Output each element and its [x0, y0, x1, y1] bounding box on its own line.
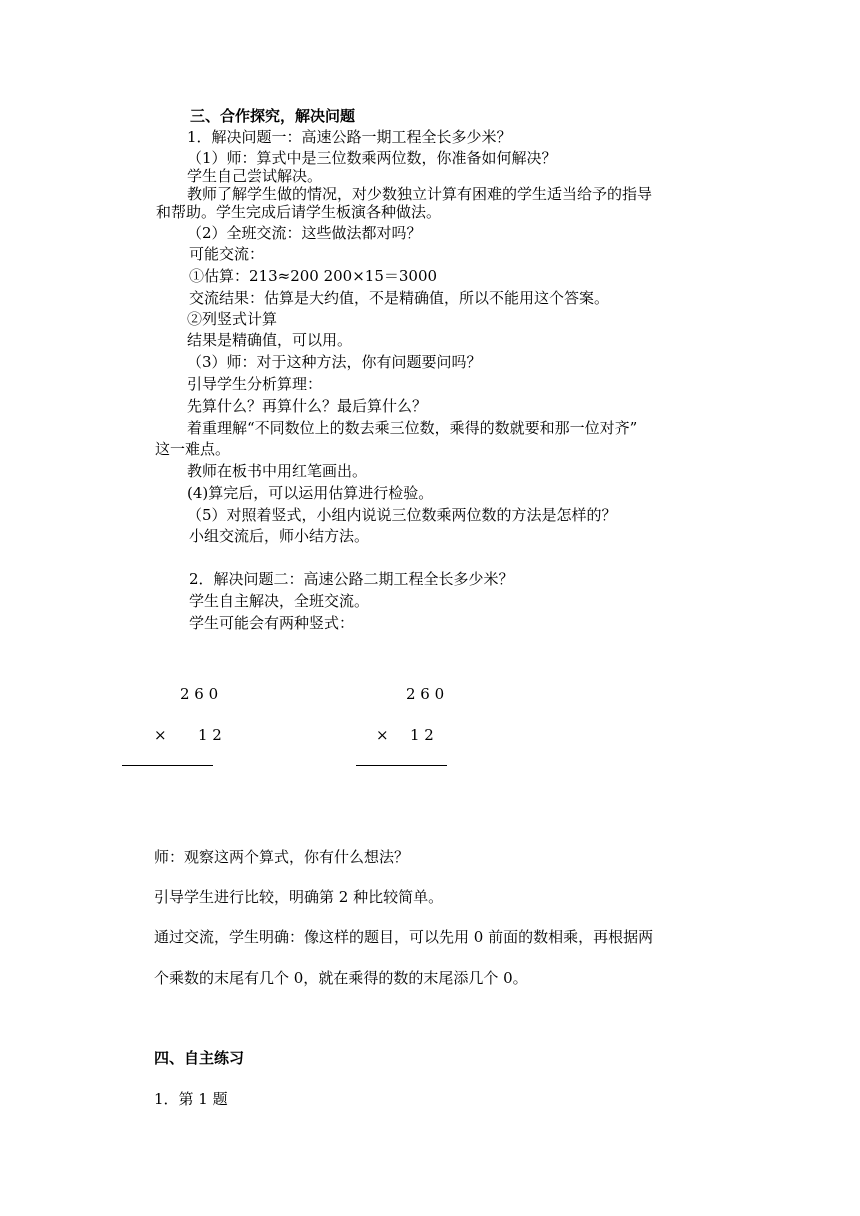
problem1-estimate-result: 交流结果：估算是大约值，不是精确值，所以不能用这个答案。	[189, 289, 610, 307]
problem1-teacher-help-line1: 教师了解学生做的情况，对少数独立计算有困难的学生适当给予的指导	[187, 185, 653, 203]
problem1-step5: （5）对照着竖式，小组内说说三位数乘两位数的方法是怎样的？	[187, 506, 617, 524]
section4-item1: 1．第 1 题	[154, 1090, 228, 1108]
calc2-underline	[356, 765, 447, 766]
calc1-underline	[122, 765, 213, 766]
calc1-multiplicand: 2 6 0	[180, 685, 219, 703]
problem1-step4: (4)算完后，可以运用估算进行检验。	[187, 484, 434, 502]
problem1-title: 1．解决问题一：高速公路一期工程全长多少米？	[187, 128, 512, 146]
conclusion-line1: 通过交流，学生明确：像这样的题目，可以先用 0 前面的数相乘，再根据两	[154, 928, 654, 946]
problem1-teacher-help-line2: 和帮助。学生完成后请学生板演各种做法。	[156, 203, 442, 221]
problem1-vertical-result: 结果是精确值，可以用。	[187, 331, 353, 349]
calc2-multiplicand: 2 6 0	[406, 685, 445, 703]
calc2-multiplier: 1 2	[410, 726, 434, 744]
compare-guide: 引导学生进行比较，明确第 2 种比较简单。	[154, 888, 444, 906]
calc1-multiplier: 1 2	[198, 726, 222, 744]
conclusion-line2: 个乘数的末尾有几个 0，就在乘得的数的末尾添几个 0。	[154, 969, 528, 987]
problem1-guide: 引导学生分析算理：	[187, 375, 323, 393]
problem1-order: 先算什么？再算什么？最后算什么？	[187, 397, 428, 415]
problem1-summary: 小组交流后，师小结方法。	[189, 527, 370, 545]
problem1-focus-line1: 着重理解“不同数位上的数去乘三位数，乘得的数就要和那一位对齐”	[187, 419, 638, 437]
problem2-two-forms: 学生可能会有两种竖式：	[189, 614, 355, 632]
problem1-student-try: 学生自己尝试解决。	[187, 167, 323, 185]
problem2-title: 2．解决问题二：高速公路二期工程全长多少米？	[189, 570, 514, 588]
observe-question: 师：观察这两个算式，你有什么想法？	[154, 848, 410, 866]
problem1-focus-line2: 这一难点。	[155, 440, 231, 458]
problem1-possible: 可能交流：	[189, 245, 265, 263]
problem1-step2: （2）全班交流：这些做法都对吗？	[187, 224, 422, 242]
problem1-red-pen: 教师在板书中用红笔画出。	[187, 462, 368, 480]
calc1-times-sign: ×	[154, 726, 167, 744]
problem2-solve: 学生自主解决，全班交流。	[189, 592, 370, 610]
calc2-times-sign: ×	[376, 726, 389, 744]
problem1-step3: （3）师：对于这种方法，你有问题要问吗？	[187, 353, 482, 371]
section4-heading: 四、自主练习	[154, 1049, 245, 1067]
section3-heading: 三、合作探究，解决问题	[190, 107, 356, 125]
problem1-vertical: ②列竖式计算	[187, 310, 278, 328]
problem1-estimate: ①估算：213≈200 200×15＝3000	[189, 267, 438, 285]
problem1-step1: （1）师：算式中是三位数乘两位数，你准备如何解决？	[187, 149, 557, 167]
